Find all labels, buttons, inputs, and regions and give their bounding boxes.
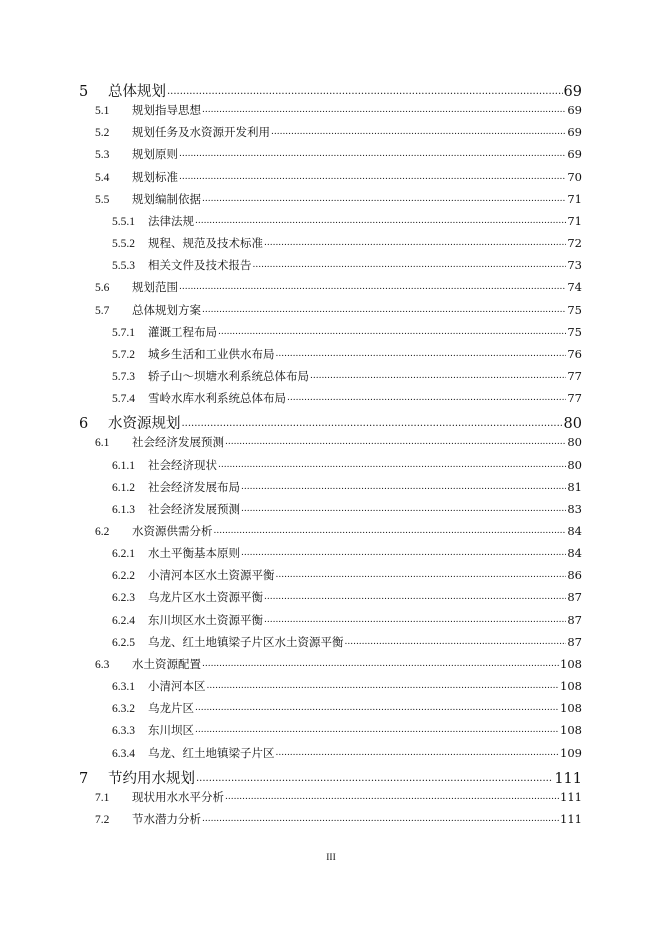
dot-leader: [241, 548, 566, 558]
toc-entry-5-7-3[interactable]: [112, 368, 582, 384]
toc-entry-number: 6.3: [95, 658, 110, 671]
toc-entry-5[interactable]: [79, 80, 582, 101]
toc-entry-title: 节约用水规划: [108, 770, 195, 787]
toc-entry-title: 乌龙片区: [148, 701, 194, 716]
toc-entry-title: 相关文件及技术报告: [148, 258, 252, 273]
dot-leader: [179, 149, 566, 159]
toc-entry-number: 7.2: [95, 813, 110, 826]
dot-leader: [179, 172, 566, 182]
dot-leader: [225, 437, 566, 447]
toc-entry-page: 69: [567, 125, 582, 140]
toc-entry-5-5[interactable]: [95, 191, 582, 207]
dot-leader: [253, 260, 567, 270]
toc-entry-title: 规划编制依据: [132, 191, 201, 206]
toc-entry-title: 社会经济发展预测: [148, 501, 240, 516]
toc-entry-title: 水资源供需分析: [132, 524, 213, 538]
toc-entry-page: 111: [554, 770, 582, 787]
toc-entry-number: 6.2: [95, 526, 110, 538]
toc-entry-number: 5: [79, 84, 89, 100]
toc-entry-title: 乌龙、红土地镇梁子片区水土资源平衡: [148, 634, 344, 649]
toc-entry-6-3-2[interactable]: [112, 700, 582, 716]
toc-entry-6-1-3[interactable]: [112, 501, 582, 517]
toc-entry-title: 规划范围: [132, 280, 178, 295]
toc-entry-number: 6.1.2: [112, 481, 135, 494]
page-number-footer: III: [326, 853, 336, 863]
dot-leader: [195, 725, 559, 735]
toc-entry-page: 71: [567, 213, 582, 228]
dot-leader: [195, 703, 559, 713]
toc-entry-number: 6.1.3: [112, 503, 135, 516]
toc-entry-page: 69: [567, 147, 582, 162]
dot-leader: [214, 526, 567, 536]
dot-leader: [218, 460, 566, 470]
toc-entry-6-1-2[interactable]: [112, 479, 582, 495]
dot-leader: [345, 637, 567, 647]
toc-entry-number: 6.2.3: [112, 592, 135, 605]
toc-entry-page: 69: [563, 84, 582, 100]
dot-leader: [241, 504, 566, 514]
toc-entry-7[interactable]: [79, 767, 582, 788]
toc-entry-5-7-1[interactable]: [112, 324, 582, 340]
dot-leader: [202, 194, 566, 204]
toc-entry-page: 74: [567, 280, 582, 295]
toc-entry-title: 水资源规划: [108, 416, 181, 433]
dot-leader: [202, 305, 566, 315]
toc-entry-6-2-3[interactable]: [112, 589, 582, 605]
toc-entry-title: 水土资源配置: [132, 656, 201, 671]
toc-entry-5-2[interactable]: [95, 124, 582, 140]
toc-entry-6-3-1[interactable]: [112, 678, 582, 694]
toc-entry-number: 6.1: [95, 437, 110, 450]
toc-entry-5-7[interactable]: [95, 302, 582, 318]
toc-entry-number: 5.7.3: [112, 370, 135, 383]
toc-entry-number: 5.5: [95, 193, 110, 206]
toc-entry-title: 规划任务及水资源开发利用: [132, 125, 270, 140]
toc-entry-title: 东川坝区: [148, 723, 194, 738]
toc-entry-5-4[interactable]: [95, 169, 582, 185]
toc-entry-page: 111: [560, 811, 582, 826]
toc-entry-number: 5.7.4: [112, 393, 135, 406]
toc-entry-7-1[interactable]: [95, 789, 582, 805]
toc-entry-page: 77: [567, 391, 582, 406]
toc-entry-6-1[interactable]: [95, 434, 582, 450]
dot-leader: [271, 127, 566, 137]
toc-entry-number: 6.1.1: [112, 459, 135, 472]
toc-entry-title: 社会经济发展布局: [148, 479, 240, 494]
toc-entry-title: 规划原则: [132, 147, 178, 162]
toc-entry-6-2-1[interactable]: [112, 545, 582, 561]
toc-entry-title: 规划指导思想: [132, 103, 201, 118]
dot-leader: [264, 615, 566, 625]
dot-leader: [195, 216, 566, 226]
toc-entry-page: 71: [567, 191, 582, 206]
toc-entry-title: 小清河本区水土资源平衡: [148, 568, 275, 583]
dot-leader: [264, 592, 566, 602]
toc-entry-title: 社会经济发展预测: [132, 435, 224, 450]
toc-entry-page: 80: [563, 416, 582, 433]
dot-leader: [241, 482, 566, 492]
dot-leader: [182, 418, 563, 429]
toc-entry-5-5-2[interactable]: [112, 235, 582, 251]
toc-entry-page: 84: [567, 524, 582, 538]
toc-entry-page: 72: [567, 236, 582, 251]
toc-entry-page: 87: [567, 634, 582, 649]
toc-entry-number: 6.3.3: [112, 725, 135, 738]
toc-entry-page: 87: [567, 590, 582, 605]
toc-entry-title: 法律法规: [148, 213, 194, 228]
toc-entry-7-2[interactable]: [95, 811, 582, 827]
toc-entry-page: 83: [567, 501, 582, 516]
toc-entry-5-7-4[interactable]: [112, 390, 582, 406]
toc-entry-number: 5.4: [95, 171, 110, 184]
dot-leader: [196, 773, 553, 784]
toc-entry-number: 6.2.5: [112, 636, 135, 649]
toc-entry-number: 5.5.3: [112, 260, 135, 273]
toc-entry-number: 5.5.2: [112, 238, 135, 251]
toc-entry-6-1-1[interactable]: [112, 457, 582, 473]
toc-entry-title: 东川坝区水土资源平衡: [148, 612, 263, 627]
toc-entry-number: 6.3.1: [112, 681, 135, 694]
toc-entry-5-5-1[interactable]: [112, 213, 582, 229]
toc-entry-number: 7: [79, 770, 89, 787]
toc-entry-title: 总体规划: [108, 84, 166, 100]
toc-entry-page: 80: [567, 457, 582, 472]
toc-entry-number: 6.3.4: [112, 747, 135, 760]
dot-leader: [276, 349, 567, 359]
toc-entry-number: 6: [79, 416, 89, 433]
toc-entry-title: 规划标准: [132, 169, 178, 184]
toc-entry-page: 84: [567, 546, 582, 561]
toc-entry-number: 5.7.2: [112, 348, 135, 361]
dot-leader: [202, 659, 559, 669]
dot-leader: [179, 282, 566, 292]
toc-entry-title: 灌溉工程布局: [148, 324, 217, 339]
toc-entry-5-7-2[interactable]: [112, 346, 582, 362]
dot-leader: [167, 86, 563, 97]
toc-entry-page: 108: [560, 723, 582, 738]
toc-entry-page: 108: [560, 656, 582, 671]
toc-entry-title: 轿子山～坝塘水利系统总体布局: [148, 368, 309, 383]
toc-entry-title: 规程、规范及技术标准: [148, 236, 263, 251]
toc-entry-page: 108: [560, 679, 582, 694]
toc-entry-number: 5.1: [95, 105, 110, 118]
toc-entry-page: 109: [560, 745, 582, 760]
toc-entry-number: 6.2.1: [112, 548, 135, 561]
toc-entry-page: 87: [567, 612, 582, 627]
toc-entry-page: 76: [567, 346, 582, 361]
toc-entry-page: 75: [567, 302, 582, 317]
toc-entry-number: 5.7: [95, 304, 110, 317]
toc-entry-title: 乌龙片区水土资源平衡: [148, 590, 263, 605]
toc-entry-title: 小清河本区: [148, 679, 206, 694]
dot-leader: [207, 681, 560, 691]
toc-entry-page: 111: [560, 789, 582, 804]
toc-entry-6-2-5[interactable]: [112, 634, 582, 650]
toc-entry-page: 75: [567, 324, 582, 339]
dot-leader: [264, 238, 566, 248]
toc-entry-number: 5.6: [95, 282, 110, 295]
toc-entry-page: 108: [560, 701, 582, 716]
toc-entry-title: 社会经济现状: [148, 457, 217, 472]
toc-entry-number: 5.2: [95, 127, 110, 140]
toc-entry-title: 现状用水水平分析: [132, 789, 224, 804]
toc-entry-title: 水土平衡基本原则: [148, 546, 240, 561]
toc-entry-6[interactable]: [79, 412, 582, 433]
toc-entry-page: 73: [567, 258, 582, 273]
toc-entry-number: 7.1: [95, 791, 110, 804]
dot-leader: [276, 748, 560, 758]
toc-entry-5-6[interactable]: [95, 279, 582, 295]
dot-leader: [287, 393, 566, 403]
toc-entry-6-3[interactable]: [95, 656, 582, 672]
dot-leader: [225, 792, 559, 802]
toc-entry-title: 乌龙、红土地镇梁子片区: [148, 745, 275, 760]
toc-entry-6-2-4[interactable]: [112, 612, 582, 628]
toc-entry-6-2[interactable]: [95, 523, 582, 539]
toc-entry-5-1[interactable]: [95, 102, 582, 118]
toc-entry-title: 雪岭水库水利系统总体布局: [148, 391, 286, 406]
toc-entry-number: 6.2.2: [112, 570, 135, 583]
toc-entry-title: 总体规划方案: [132, 302, 201, 317]
toc-entry-page: 80: [567, 435, 582, 450]
toc-entry-6-3-4[interactable]: [112, 745, 582, 761]
toc-entry-number: 5.3: [95, 149, 110, 162]
toc-entry-page: 77: [567, 368, 582, 383]
toc-entry-number: 5.5.1: [112, 215, 135, 228]
toc-entry-number: 5.7.1: [112, 326, 135, 339]
toc-entry-page: 81: [567, 479, 582, 494]
toc-entry-title: 节水潜力分析: [132, 811, 201, 826]
dot-leader: [202, 814, 559, 824]
toc-entry-5-5-3[interactable]: [112, 257, 582, 273]
dot-leader: [202, 105, 566, 115]
dot-leader: [218, 327, 566, 337]
toc-entry-number: 6.2.4: [112, 614, 135, 627]
toc-entry-number: 6.3.2: [112, 703, 135, 716]
toc-entry-page: 69: [567, 103, 582, 118]
toc-entry-page: 86: [567, 568, 582, 583]
toc-entry-5-3[interactable]: [95, 146, 582, 162]
toc-entry-6-2-2[interactable]: [112, 567, 582, 583]
toc-entry-page: 70: [567, 169, 582, 184]
dot-leader: [310, 371, 566, 381]
toc-entry-6-3-3[interactable]: [112, 722, 582, 738]
dot-leader: [276, 570, 567, 580]
toc-entry-title: 城乡生活和工业供水布局: [148, 346, 275, 361]
